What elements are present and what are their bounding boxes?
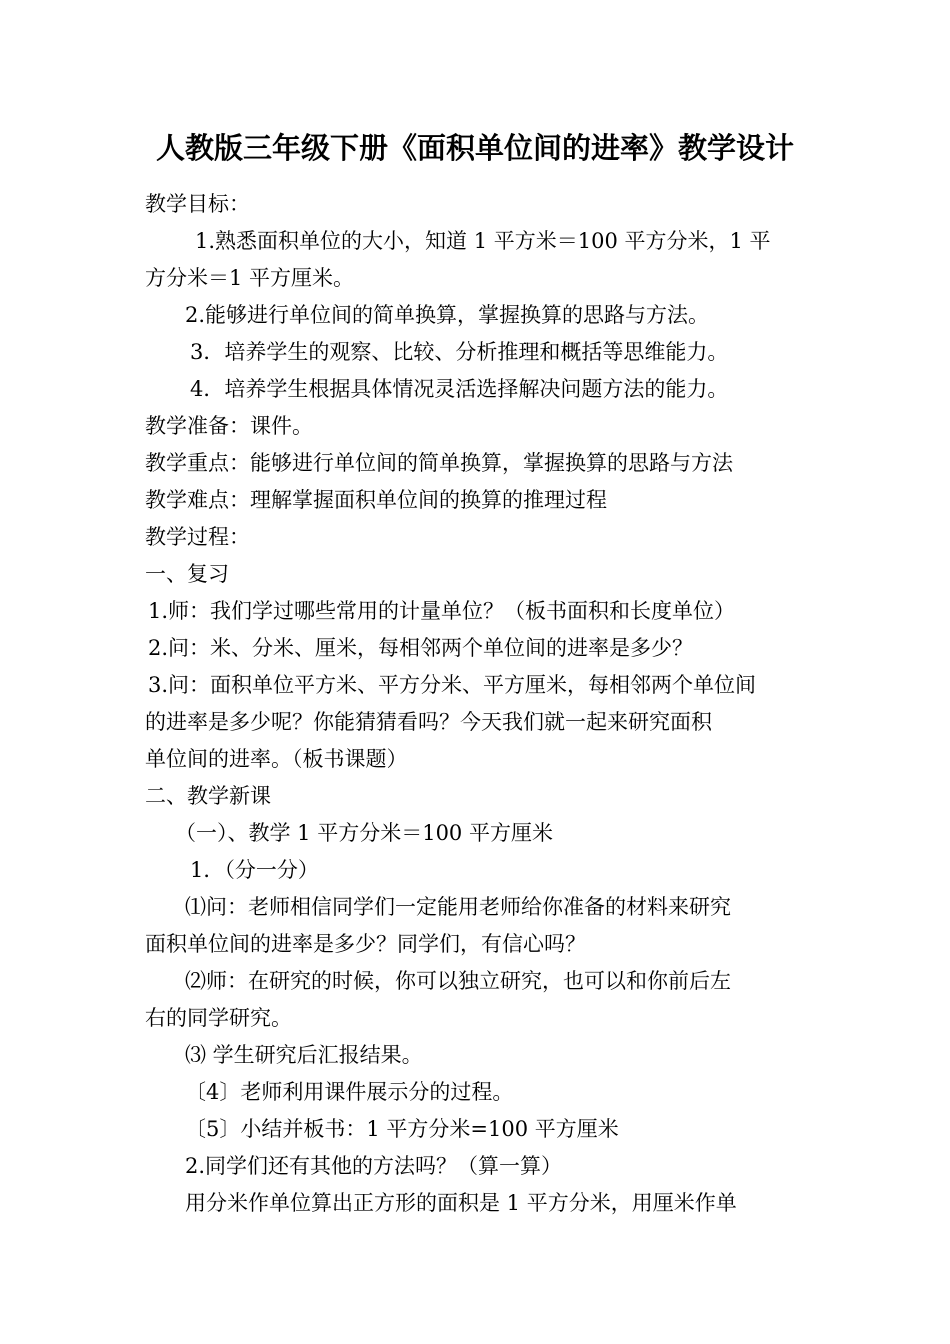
- objective-1-line-2: 方分米＝1 平方厘米。: [145, 266, 355, 290]
- section-review: 一、复习: [145, 562, 229, 586]
- step-1-q2-line-2: 右的同学研究。: [145, 1006, 292, 1030]
- document-title: 人教版三年级下册《面积单位间的进率》教学设计: [155, 131, 794, 165]
- objective-1-line-1: 1.熟悉面积单位的大小，知道 1 平方米＝100 平方分米，1 平: [195, 229, 771, 253]
- review-item-3-line-1: 3.问：面积单位平方米、平方分米、平方厘米，每相邻两个单位间: [148, 673, 757, 697]
- review-item-3-line-3: 单位间的进率。（板书课题）: [145, 747, 408, 771]
- teaching-difficulty: 教学难点：理解掌握面积单位间的换算的推理过程: [145, 488, 607, 512]
- step-2-text: 用分米作单位算出正方形的面积是 1 平方分米，用厘米作单: [185, 1191, 737, 1215]
- review-item-2: 2.问：米、分米、厘米，每相邻两个单位间的进率是多少？: [148, 636, 694, 660]
- objective-4: 4．培养学生根据具体情况灵活选择解决问题方法的能力。: [190, 377, 729, 401]
- teaching-key-point: 教学重点：能够进行单位间的简单换算，掌握换算的思路与方法: [145, 451, 733, 475]
- step-1-q4: 〔4〕老师利用课件展示分的过程。: [185, 1080, 514, 1104]
- heading-objectives: 教学目标：: [145, 192, 250, 216]
- step-1-q5: 〔5〕小结并板书：1 平方分米=100 平方厘米: [185, 1117, 619, 1141]
- objective-2: 2.能够进行单位间的简单换算，掌握换算的思路与方法。: [185, 303, 710, 327]
- step-1-q1-line-1: ⑴问：老师相信同学们一定能用老师给你准备的材料来研究: [185, 895, 731, 919]
- step-1-q1-line-2: 面积单位间的进率是多少？同学们，有信心吗？: [145, 932, 586, 956]
- heading-process: 教学过程：: [145, 525, 250, 549]
- subsection-1: （一）、教学 1 平方分米＝100 平方厘米: [175, 821, 553, 845]
- section-new-lesson: 二、教学新课: [145, 784, 271, 808]
- step-1-q3: ⑶ 学生研究后汇报结果。: [185, 1043, 423, 1067]
- review-item-1: 1.师：我们学过哪些常用的计量单位？（板书面积和长度单位）: [148, 599, 736, 623]
- teaching-preparation: 教学准备：课件。: [145, 414, 313, 438]
- step-2-calculate: 2.同学们还有其他的方法吗？（算一算）: [185, 1154, 563, 1178]
- step-1-divide: 1．（分一分）: [190, 858, 319, 882]
- objective-3: 3．培养学生的观察、比较、分析推理和概括等思维能力。: [190, 340, 729, 364]
- review-item-3-line-2: 的进率是多少呢？你能猜猜看吗？今天我们就一起来研究面积: [145, 710, 712, 734]
- step-1-q2-line-1: ⑵师：在研究的时候，你可以独立研究，也可以和你前后左: [185, 969, 731, 993]
